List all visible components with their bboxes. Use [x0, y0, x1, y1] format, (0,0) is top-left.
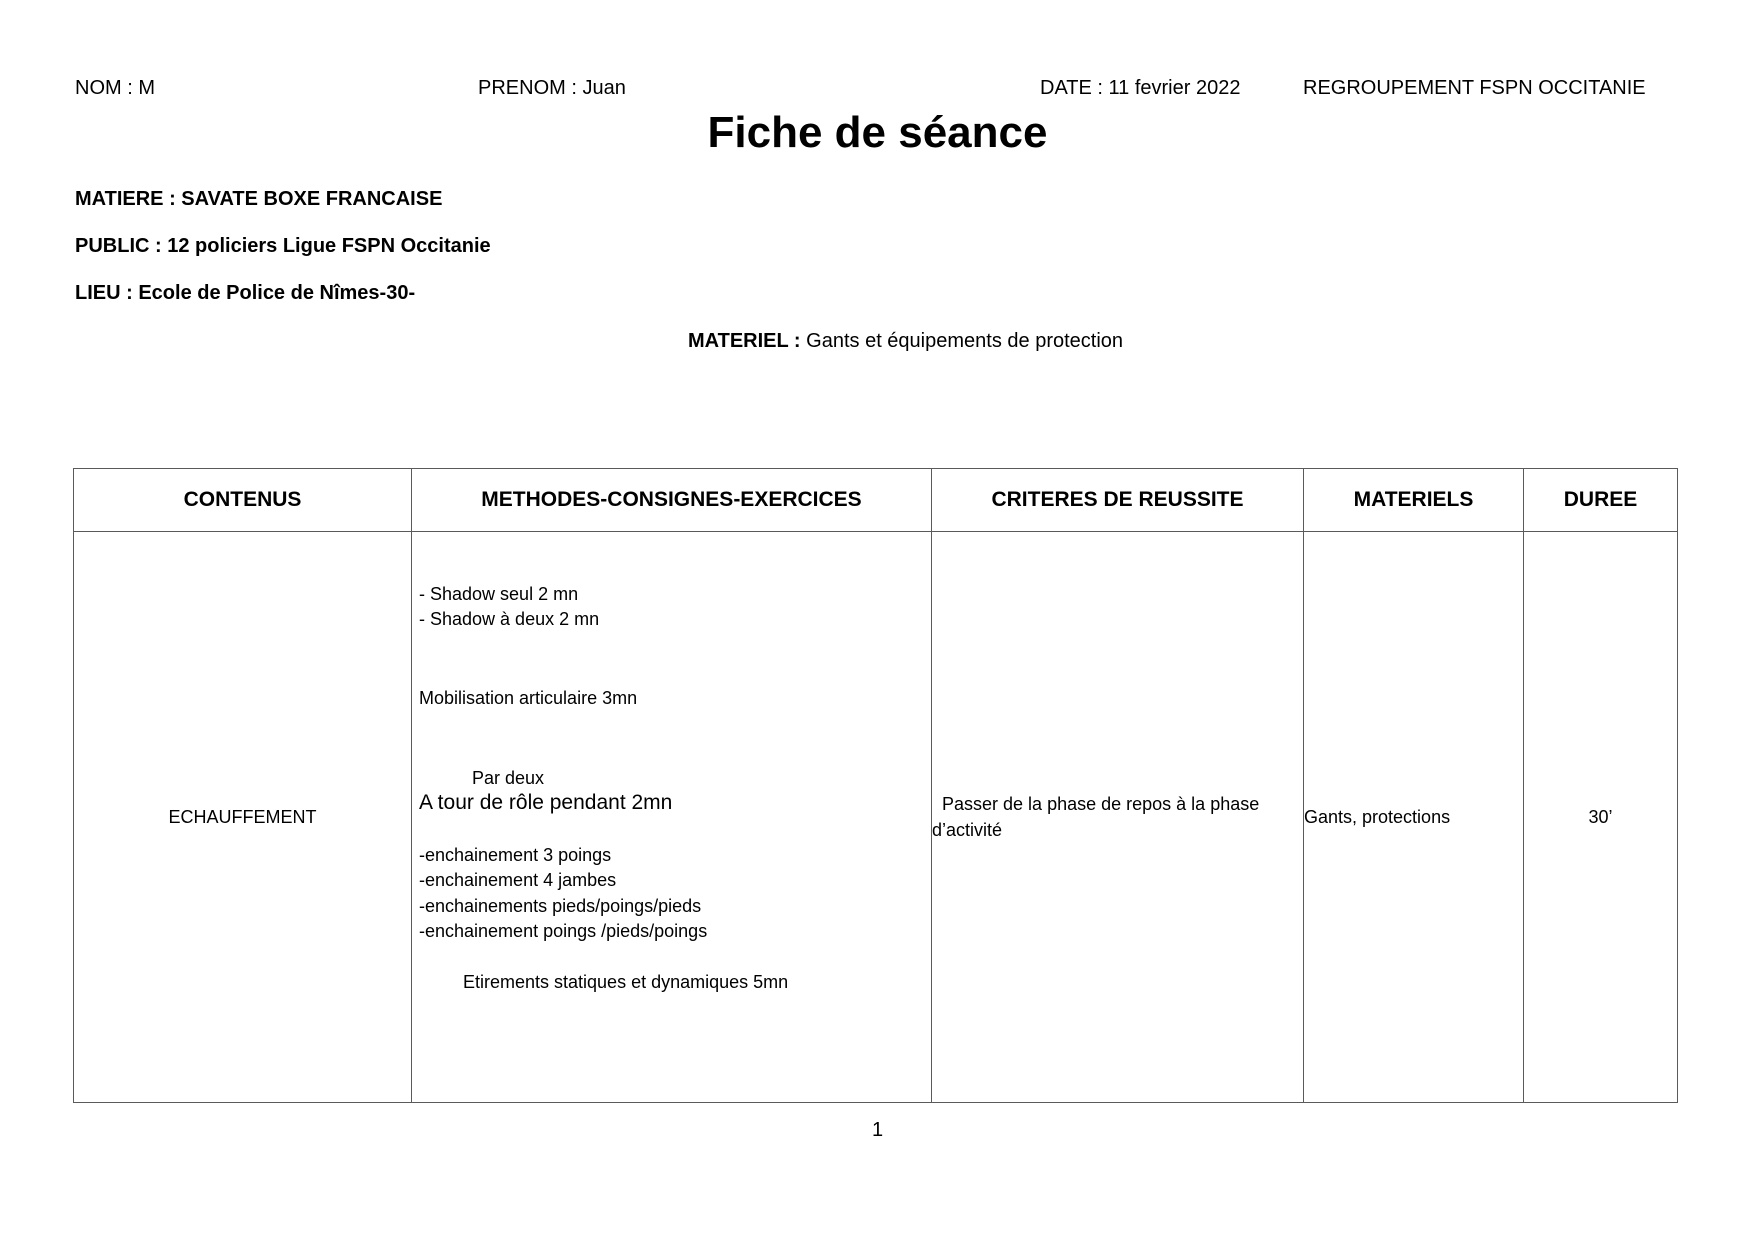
methode-line: A tour de rôle pendant 2mn: [419, 791, 673, 814]
methode-line: Etirements statiques et dynamiques 5mn: [463, 972, 789, 992]
table-row: [74, 532, 1678, 1103]
header-criteres: CRITERES DE REUSSITE: [932, 469, 1304, 532]
seance-table: [73, 468, 1678, 1103]
cell-materiels: Gants, protections: [1304, 532, 1524, 1103]
cell-duree: 30’: [1524, 532, 1678, 1103]
regroupement-field: REGROUPEMENT FSPN OCCITANIE: [1303, 77, 1646, 99]
cell-methodes: [412, 532, 932, 1103]
materiel-value: Gants et équipements de protection: [806, 330, 1124, 352]
methode-line: -enchainement 4 jambes: [419, 870, 617, 890]
methode-line: - Shadow seul 2 mn: [419, 584, 579, 604]
cell-contenus: ECHAUFFEMENT: [74, 532, 412, 1103]
page-title: Fiche de séance: [707, 108, 1048, 157]
table-header-row: [74, 469, 1678, 532]
lieu-line: LIEU : Ecole de Police de Nîmes-30-: [75, 282, 416, 304]
methode-line: - Shadow à deux 2 mn: [419, 609, 600, 629]
header-duree: DUREE: [1524, 469, 1678, 532]
methode-line: -enchainement 3 poings: [419, 845, 612, 865]
methode-line: -enchainements pieds/poings/pieds: [419, 896, 702, 916]
page-number: 1: [871, 1119, 884, 1141]
cell-criteres: Passer de la phase de repos à la phase d’activité: [932, 532, 1304, 1103]
header-methodes: METHODES-CONSIGNES-EXERCICES: [412, 469, 932, 532]
methode-line: -enchainement poings /pieds/poings: [419, 921, 708, 941]
date-field: DATE : 11 fevrier 2022: [1040, 77, 1241, 99]
methode-line: Mobilisation articulaire 3mn: [419, 688, 638, 708]
prenom-field: PRENOM : Juan: [478, 77, 626, 99]
materiel-label: MATERIEL :: [688, 330, 801, 352]
header-contenus: CONTENUS: [74, 469, 412, 532]
header-materiels: MATERIELS: [1304, 469, 1524, 532]
nom-field: NOM : M: [75, 77, 155, 99]
materiel-line: [688, 330, 1123, 353]
methode-line: Par deux: [472, 768, 545, 788]
public-line: PUBLIC : 12 policiers Ligue FSPN Occitanie: [75, 235, 491, 257]
matiere-line: MATIERE : SAVATE BOXE FRANCAISE: [75, 188, 443, 210]
